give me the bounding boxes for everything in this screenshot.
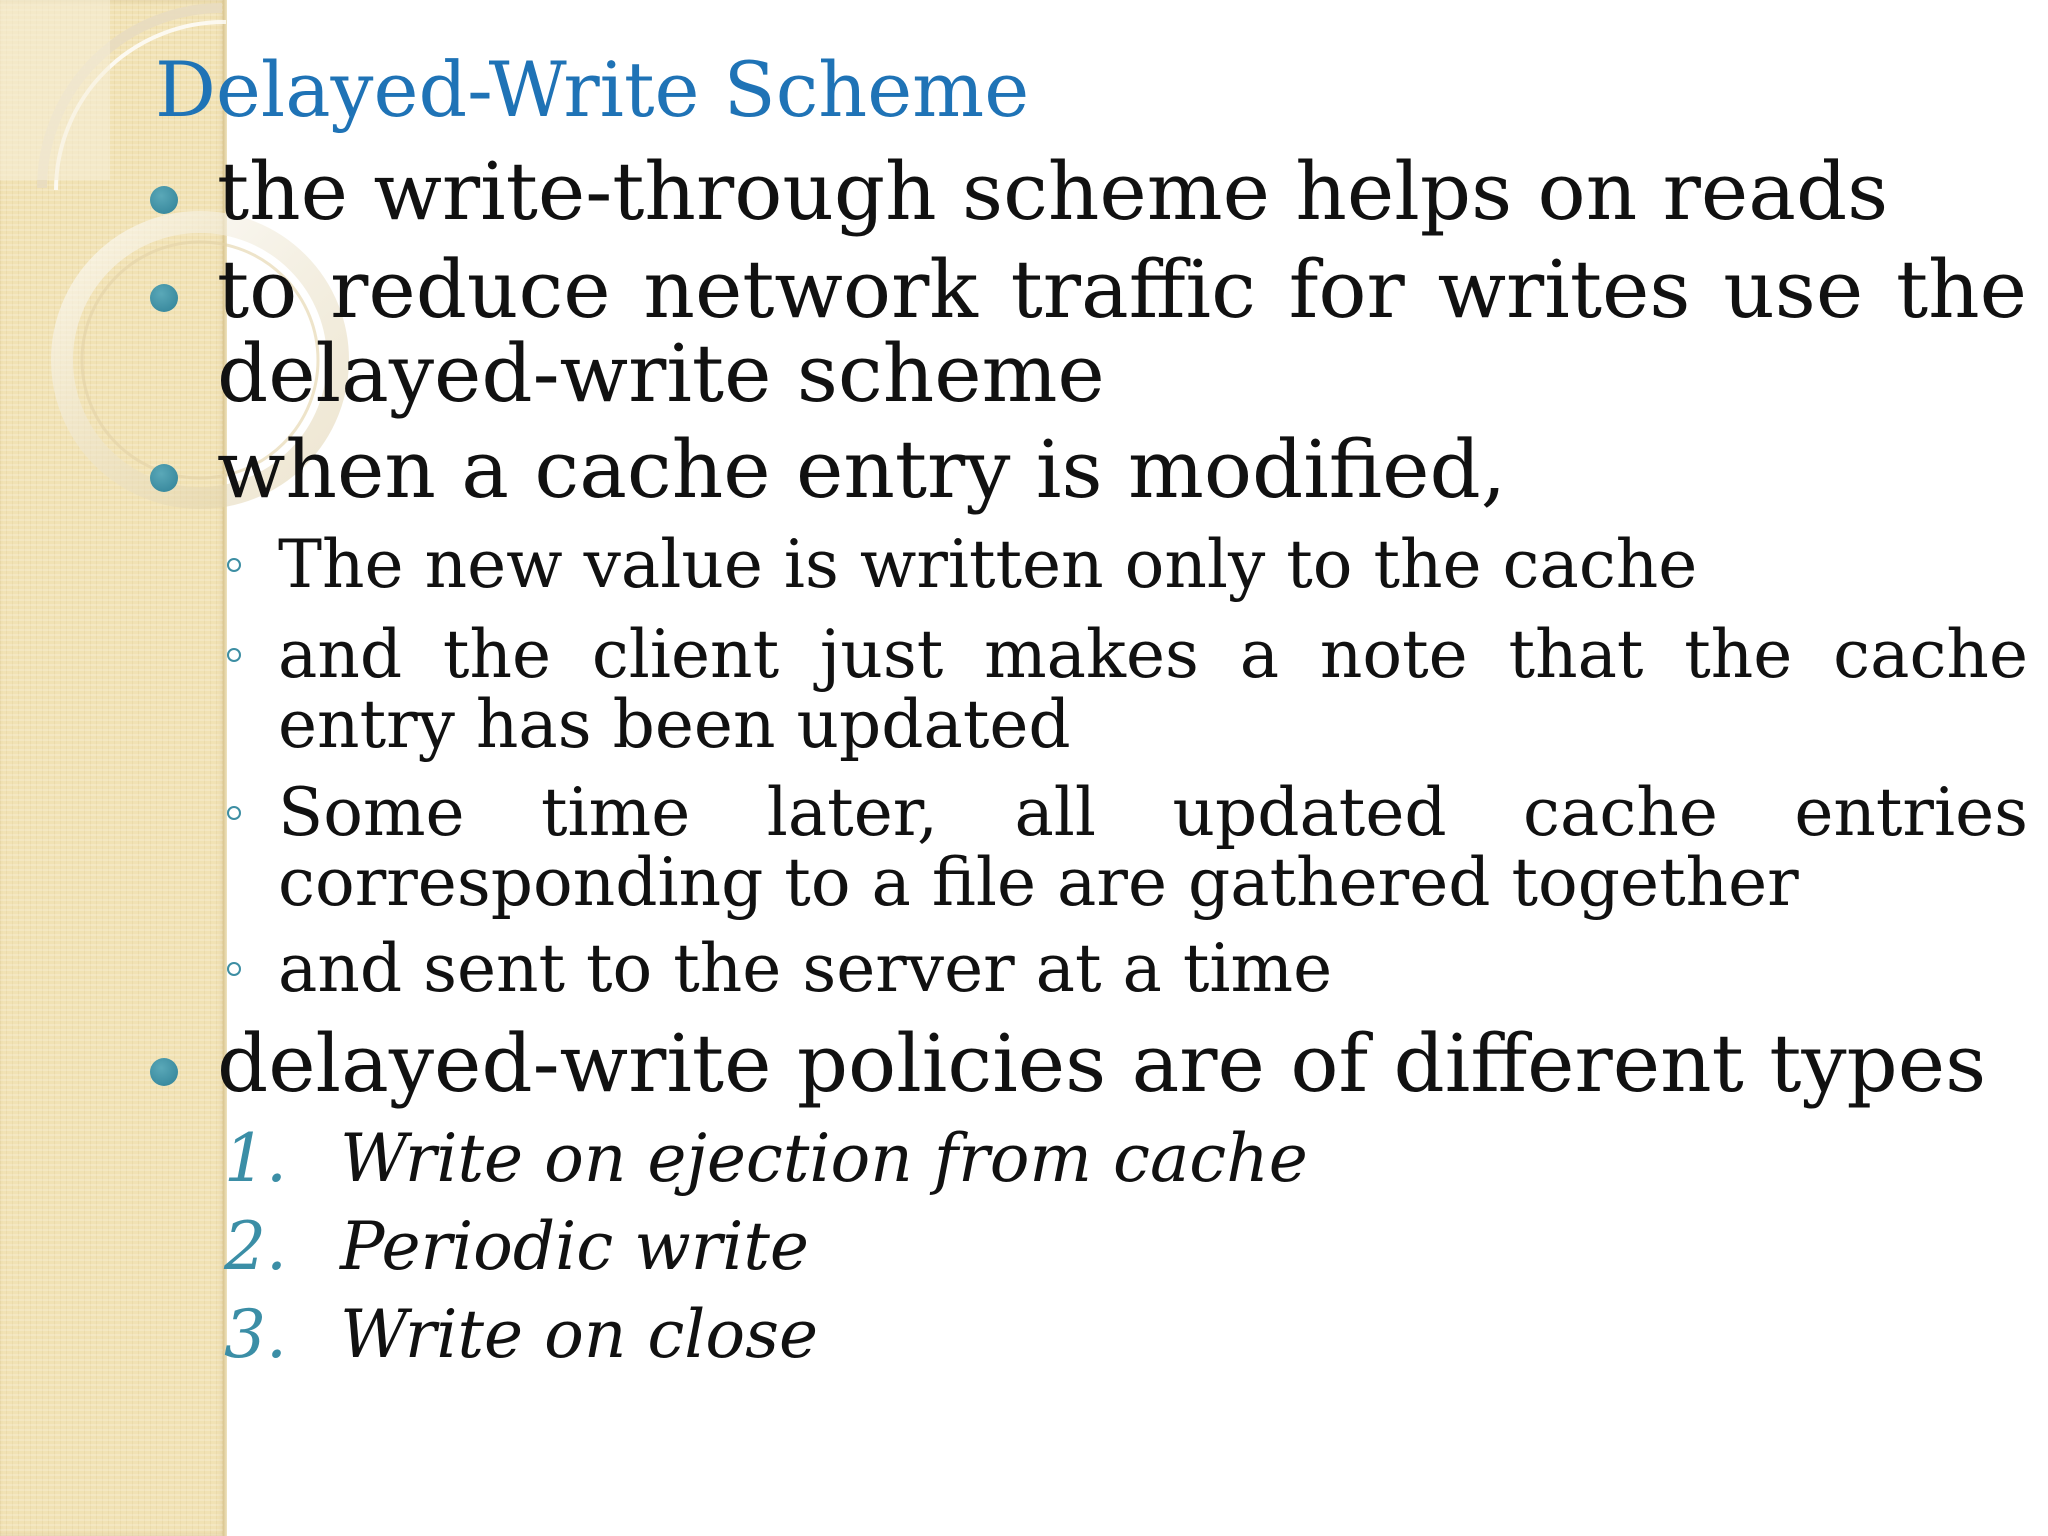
sub-bullet-marker xyxy=(227,648,241,662)
bullet-marker xyxy=(150,186,178,214)
slide-title: Delayed-Write Scheme xyxy=(155,45,1030,134)
sub-bullet-item: and sent to the server at a time xyxy=(278,930,1333,1007)
bullet-item: to reduce network traffic for writes use the delayed-write scheme xyxy=(217,243,2027,420)
sub-bullet-marker xyxy=(227,806,241,820)
sub-bullet-item: Some time later, all updated cache entries corresponding to a file are gathered together xyxy=(278,774,2028,921)
bullet-item: the write-through scheme helps on reads xyxy=(217,145,1889,238)
numbered-item: Periodic write xyxy=(340,1208,809,1285)
list-number: 1. xyxy=(224,1120,287,1197)
sub-bullet-item: The new value is written only to the cache xyxy=(278,526,1698,603)
bullet-marker xyxy=(150,1058,178,1086)
sub-bullet-marker xyxy=(227,962,241,976)
numbered-item: Write on ejection from cache xyxy=(340,1120,1308,1197)
sub-bullet-marker xyxy=(227,558,241,572)
bullet-item: delayed-write policies are of different types xyxy=(217,1017,1987,1110)
bullet-item: when a cache entry is modified, xyxy=(217,423,1507,516)
list-number: 3. xyxy=(224,1296,287,1373)
bullet-marker xyxy=(150,284,178,312)
numbered-item: Write on close xyxy=(340,1296,819,1373)
sub-bullet-item: and the client just makes a note that the cache entry has been updated xyxy=(278,616,2028,763)
list-number: 2. xyxy=(224,1208,287,1285)
bullet-marker xyxy=(150,464,178,492)
